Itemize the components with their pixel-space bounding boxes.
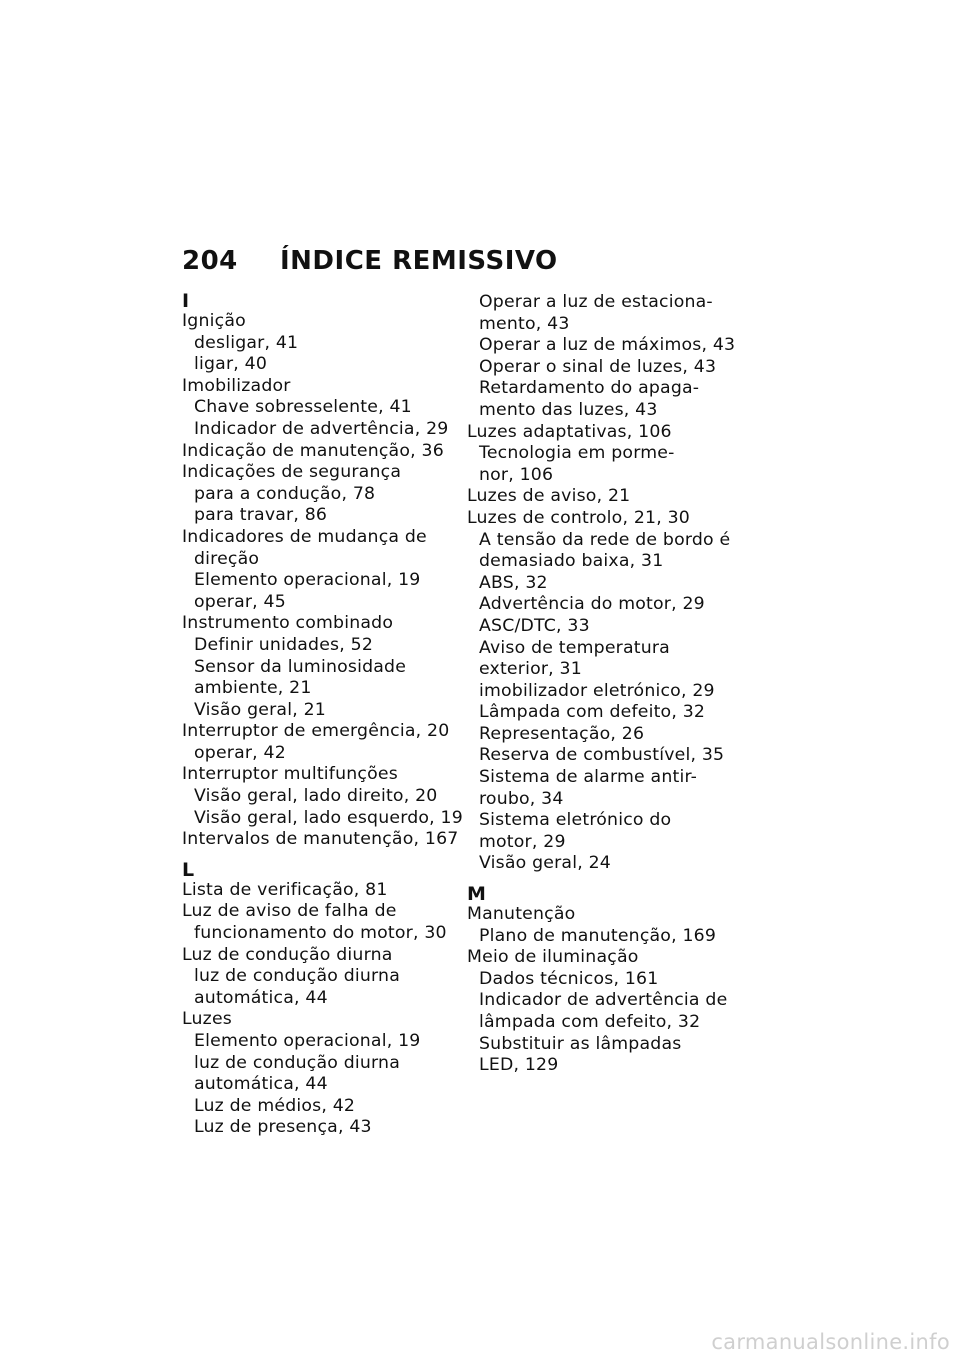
index-entry: Meio de iluminação [467, 947, 639, 968]
index-entry: Luzes de aviso, 21 [467, 486, 631, 507]
index-subentry: ambiente, 21 [194, 678, 312, 699]
index-subentry: Lâmpada com defeito, 32 [479, 702, 706, 723]
index-subentry: mento das luzes, 43 [479, 399, 658, 420]
index-subentry: Substituir as lâmpadas [479, 1033, 682, 1054]
index-letter-heading: M [467, 883, 486, 906]
index-subentry: ASC/DTC, 33 [479, 615, 590, 636]
index-entry: Luzes adaptativas, 106 [467, 421, 672, 442]
index-subentry: Sensor da luminosidade [194, 656, 407, 677]
index-subentry: Indicador de advertência de [479, 990, 728, 1011]
index-subentry: Advertência do motor, 29 [479, 594, 705, 615]
index-entry: Luz de condução diurna [182, 944, 393, 965]
index-subentry: Indicador de advertência, 29 [194, 418, 449, 439]
index-subentry: Visão geral, lado esquerdo, 19 [194, 807, 463, 828]
index-subentry: LED, 129 [479, 1055, 559, 1076]
index-column-right [467, 292, 757, 1077]
index-subentry: operar, 42 [194, 742, 286, 763]
index-entry: funcionamento do motor, 30 [194, 923, 447, 944]
index-subentry: ABS, 32 [479, 572, 548, 593]
index-subentry: Sistema eletrónico do [479, 810, 672, 831]
index-entry: Indicadores de mudança de [182, 526, 427, 547]
index-subentry: mento, 43 [479, 313, 570, 334]
index-letter-heading: I [182, 290, 190, 312]
index-entry: direção [194, 548, 260, 569]
index-entry: Luzes de controlo, 21, 30 [467, 507, 690, 528]
index-entry: Intervalos de manutenção, 167 [182, 829, 459, 850]
index-entry: Luz de aviso de falha de [182, 901, 397, 922]
index-subentry: ligar, 40 [194, 354, 268, 375]
index-subentry: Luz de presença, 43 [194, 1117, 372, 1138]
index-subentry: Plano de manutenção, 169 [479, 925, 717, 946]
index-subentry: demasiado baixa, 31 [479, 551, 664, 572]
index-subentry: Elemento operacional, 19 [194, 570, 421, 591]
index-entry: Interruptor de emergência, 20 [182, 721, 450, 742]
index-subentry: Operar a luz de estaciona- [479, 292, 713, 312]
index-subentry: Retardamento do apaga- [479, 378, 700, 399]
index-entry: Indicações de segurança [182, 462, 402, 483]
index-subentry: Elemento operacional, 19 [194, 1031, 421, 1051]
index-entry: Ignição [182, 311, 246, 331]
index-subentry: automática, 44 [194, 987, 328, 1008]
index-subentry: desligar, 41 [194, 332, 299, 353]
index-entry: Indicação de manutenção, 36 [182, 440, 444, 461]
index-subentry: Luz de médios, 42 [194, 1095, 356, 1116]
index-subentry: motor, 29 [479, 831, 566, 852]
section-gap [182, 851, 472, 861]
index-subentry: operar, 45 [194, 591, 286, 612]
index-entry: Instrumento combinado [182, 613, 394, 634]
index-letter-heading: L [182, 858, 195, 881]
index-subentry: Operar o sinal de luzes, 43 [479, 356, 717, 377]
index-subentry: automática, 44 [194, 1074, 328, 1095]
index-subentry: roubo, 34 [479, 788, 564, 809]
index-subentry: Operar a luz de máximos, 43 [479, 335, 736, 356]
index-subentry: luz de condução diurna [194, 1052, 400, 1073]
index-subentry: Dados técnicos, 161 [479, 968, 659, 989]
index-entry: Lista de verificação, 81 [182, 879, 388, 900]
index-subentry: Sistema de alarme antir- [479, 767, 698, 788]
index-subentry: Reserva de combustível, 35 [479, 745, 725, 766]
index-subentry: imobilizador eletrónico, 29 [479, 680, 715, 701]
index-entry: Manutenção [467, 904, 576, 925]
index-entry: Luzes [182, 1009, 232, 1030]
page-number: 204 [182, 246, 238, 276]
index-subentry: Visão geral, 24 [479, 853, 611, 874]
page-title: ÍNDICE REMISSIVO [280, 246, 558, 276]
index-subentry: Tecnologia em porme- [479, 443, 675, 464]
index-subentry: para a condução, 78 [194, 483, 376, 504]
index-subentry: para travar, 86 [194, 505, 328, 526]
index-subentry: Chave sobresselente, 41 [194, 397, 412, 418]
index-subentry: Representação, 26 [479, 723, 645, 744]
index-subentry: Definir unidades, 52 [194, 634, 374, 655]
index-subentry: luz de condução diurna [194, 966, 400, 987]
page-header [182, 246, 558, 276]
index-subentry: lâmpada com defeito, 32 [479, 1012, 701, 1032]
index-subentry: Visão geral, lado direito, 20 [194, 786, 438, 807]
index-column-left [182, 292, 472, 1139]
index-entry: Interruptor multifunções [182, 764, 398, 785]
index-subentry: Aviso de temperatura [479, 637, 670, 658]
watermark: carmanualsonline.info [711, 1330, 950, 1354]
index-subentry: nor, 106 [479, 464, 554, 485]
index-subentry: Visão geral, 21 [194, 699, 326, 720]
index-subentry: exterior, 31 [479, 659, 582, 680]
index-subentry: A tensão da rede de bordo é [479, 529, 731, 550]
section-gap [467, 875, 757, 885]
index-entry: Imobilizador [182, 375, 291, 396]
